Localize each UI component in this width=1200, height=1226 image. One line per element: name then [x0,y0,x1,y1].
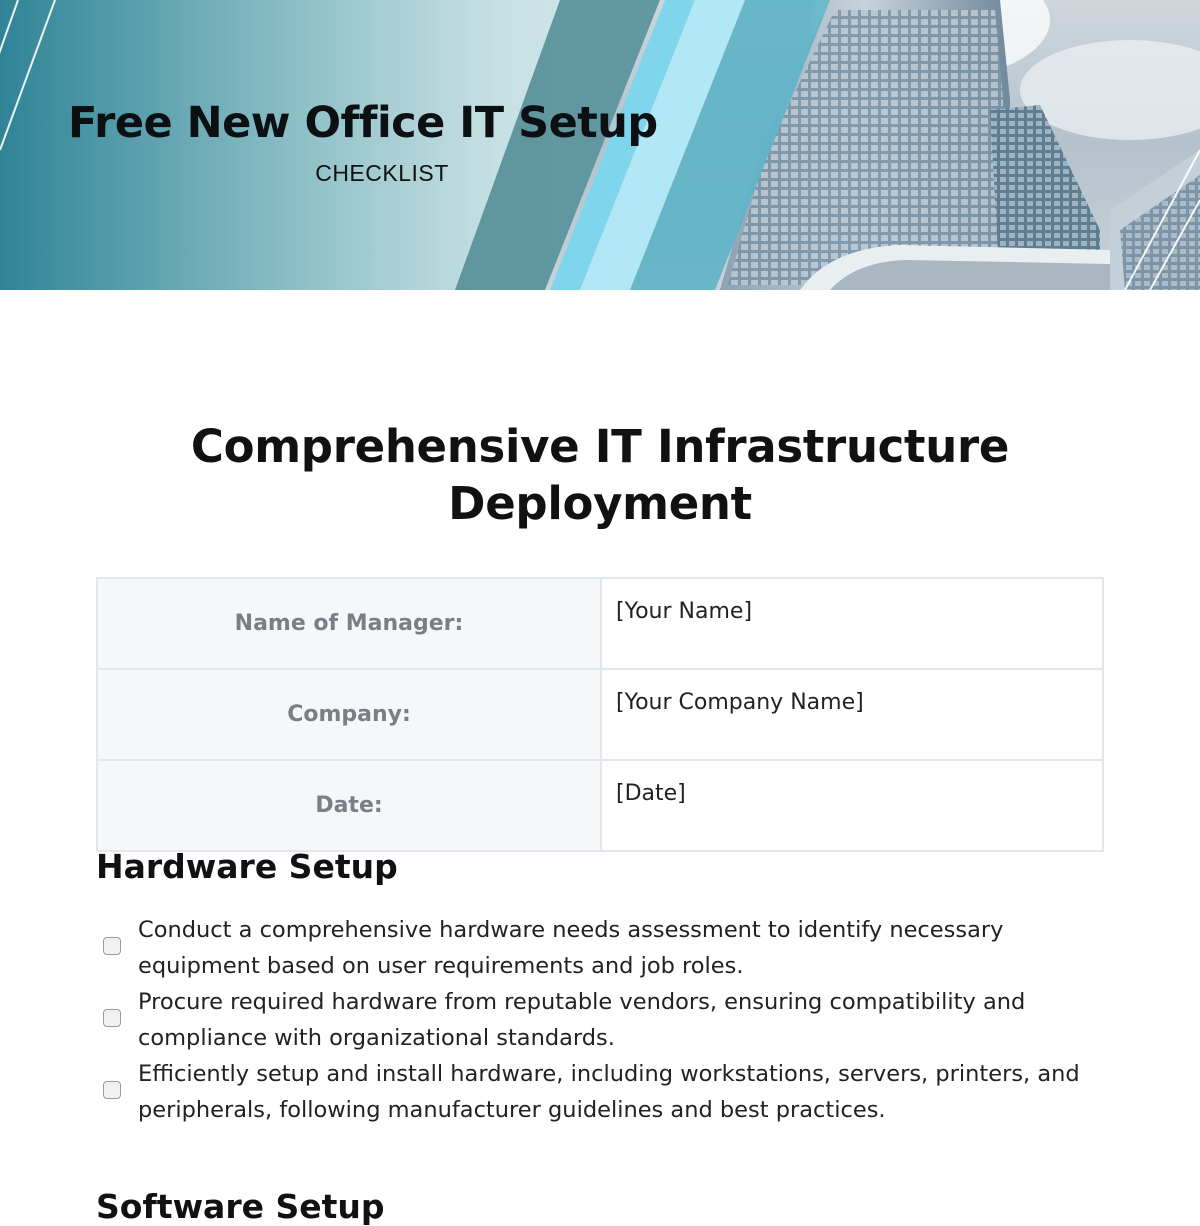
checklist-item-text: Conduct a comprehensive hardware needs assessment to identify necessary equipment based on user requirements and job roles. [138,917,1004,979]
manager-value[interactable]: [Your Name] [601,578,1103,669]
info-row-date [97,760,1103,851]
banner-subtitle: CHECKLIST [315,160,449,186]
section-heading-hardware: Hardware Setup [96,847,398,886]
info-row-company [97,669,1103,760]
section-heading-software: Software Setup [96,1187,385,1226]
company-label: Company: [97,669,601,760]
checkbox[interactable] [103,1009,121,1027]
banner-title: Free New Office IT Setup [68,98,658,148]
info-table [96,577,1104,852]
date-label: Date: [97,760,601,851]
checklist-item [96,984,1106,1056]
checklist-item-text: Procure required hardware from reputable vendors, ensuring compatibility and compliance with organizational standards. [138,989,1026,1051]
hardware-checklist [96,912,1106,1128]
header-banner [0,0,1200,290]
manager-label: Name of Manager: [97,578,601,669]
document-title: Comprehensive IT Infrastructure Deployment [190,420,1010,530]
checkbox[interactable] [103,1081,121,1099]
info-row-manager [97,578,1103,669]
date-value[interactable]: [Date] [601,760,1103,851]
checkbox[interactable] [103,937,121,955]
checklist-item-text: Efficiently setup and install hardware, including workstations, servers, printers, and peripherals, following manufacturer guidelines and best practices. [138,1061,1080,1123]
checklist-item [96,1056,1106,1128]
checklist-item [96,912,1106,984]
company-value[interactable]: [Your Company Name] [601,669,1103,760]
